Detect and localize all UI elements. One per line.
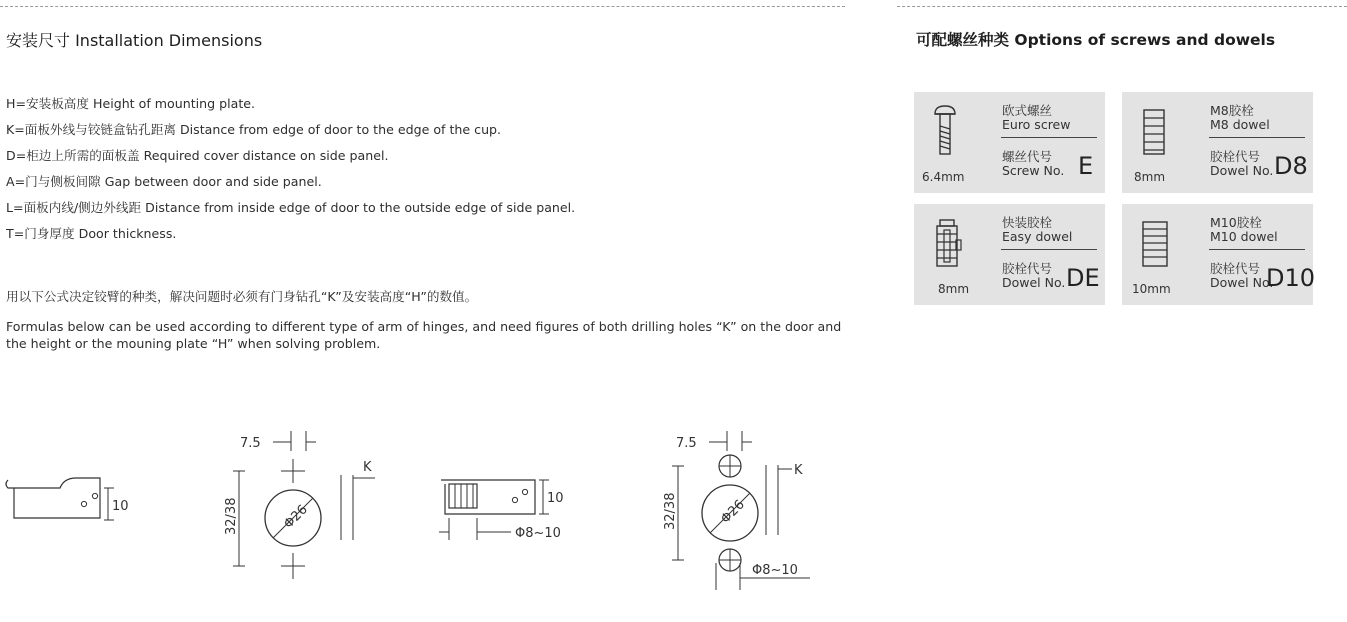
dowel-side-drawing-3	[435, 470, 595, 550]
card-name-cn: 快装胶栓	[1002, 215, 1053, 230]
definition-h: H=安装板高度 Height of mounting plate.	[6, 96, 256, 111]
card-code: DE	[1066, 264, 1100, 292]
card-no-cn: 胶栓代号	[1210, 261, 1261, 276]
card-name-en: Easy dowel	[1002, 229, 1073, 244]
definitions-list	[6, 91, 836, 247]
card-name-cn: 欧式螺丝	[1002, 103, 1053, 118]
card-size: 8mm	[1134, 170, 1166, 184]
card-name	[1002, 104, 1070, 132]
diameter-label: Φ26	[281, 502, 311, 532]
card-name	[1210, 104, 1270, 132]
formula-note-en: Formulas below can be used according to different type of arm of hinges, and need figures of both drilling holes “K” on the door and the height or the mouning plate “H” when solving problem.	[6, 319, 842, 351]
card-m8-dowel	[1122, 92, 1313, 193]
card-m10-dowel	[1122, 204, 1316, 305]
card-no-en: Dowel No.	[1210, 275, 1274, 290]
cup-dowel-drawing-4	[660, 425, 830, 600]
dowel-label: Φ8~10	[515, 526, 561, 541]
hinge-side-drawing-1	[0, 470, 170, 530]
card-size: 10mm	[1132, 282, 1171, 296]
card-divider	[1209, 137, 1305, 138]
card-divider	[1001, 249, 1097, 250]
screws-dowels-heading: 可配螺丝种类 Options of screws and dowels	[916, 31, 1276, 49]
card-name-en: M10 dowel	[1210, 229, 1278, 244]
k-label: K	[363, 460, 372, 475]
formula-note-cn: 用以下公式决定铰臂的种类，解决问题时必须有门身钻孔“K”及安装高度“H”的数值。	[6, 289, 478, 304]
k-label: K	[794, 463, 803, 478]
card-no-cn: 胶栓代号	[1002, 261, 1053, 276]
definition-a: A=门与侧板间隙 Gap between door and side panel.	[6, 174, 322, 189]
offset-label: 7.5	[240, 436, 261, 451]
definition-l: L=面板内线/侧边外线距 Distance from inside edge of door to the outside edge of side panel.	[6, 200, 576, 215]
card-size: 8mm	[938, 282, 970, 296]
card-code: D10	[1266, 264, 1316, 292]
card-number-label	[1002, 262, 1065, 290]
height-label: 10	[547, 491, 564, 506]
card-name-cn: M10胶栓	[1210, 215, 1262, 230]
definition-k: K=面板外线与铰链盒钻孔距离 Distance from edge of door to the edge of the cup.	[6, 122, 502, 137]
card-no-en: Dowel No.	[1002, 275, 1066, 290]
installation-dimensions-heading: 安装尺寸 Installation Dimensions	[6, 31, 263, 50]
easy-dowel-icon	[930, 216, 964, 271]
diameter-label: Φ26	[718, 497, 748, 527]
card-name-en: M8 dowel	[1210, 117, 1270, 132]
cup-hole-drawing-2	[215, 425, 385, 585]
card-divider	[1209, 249, 1305, 250]
card-no-cn: 螺丝代号	[1002, 149, 1053, 164]
card-euro-screw	[914, 92, 1105, 193]
offset-label: 7.5	[676, 436, 697, 451]
height-label: 10	[112, 499, 129, 514]
card-name	[1002, 216, 1072, 244]
card-name-en: Euro screw	[1002, 117, 1071, 132]
spacing-label: 32/38	[663, 492, 678, 530]
card-no-en: Dowel No.	[1210, 163, 1274, 178]
card-name	[1210, 216, 1278, 244]
dowel-label: Φ8~10	[752, 563, 798, 578]
card-divider	[1001, 137, 1097, 138]
m10-dowel-icon	[1138, 216, 1172, 271]
definition-t: T=门身厚度 Door thickness.	[6, 226, 177, 241]
card-name-cn: M8胶栓	[1210, 103, 1254, 118]
left-dashed-divider	[0, 6, 845, 7]
card-easy-dowel	[914, 204, 1105, 305]
card-number-label	[1210, 262, 1273, 290]
card-no-en: Screw No.	[1002, 163, 1065, 178]
right-dashed-divider	[897, 6, 1347, 7]
card-number-label	[1002, 150, 1064, 178]
card-no-cn: 胶栓代号	[1210, 149, 1261, 164]
card-number-label	[1210, 150, 1273, 178]
card-code: D8	[1274, 152, 1308, 180]
card-code: E	[1078, 152, 1094, 180]
definition-d: D=柜边上所需的面板盖 Required cover distance on side panel.	[6, 148, 389, 163]
spacing-label: 32/38	[224, 497, 239, 535]
card-size: 6.4mm	[922, 170, 965, 184]
euro-screw-icon	[930, 104, 960, 159]
m8-dowel-icon	[1138, 104, 1170, 159]
